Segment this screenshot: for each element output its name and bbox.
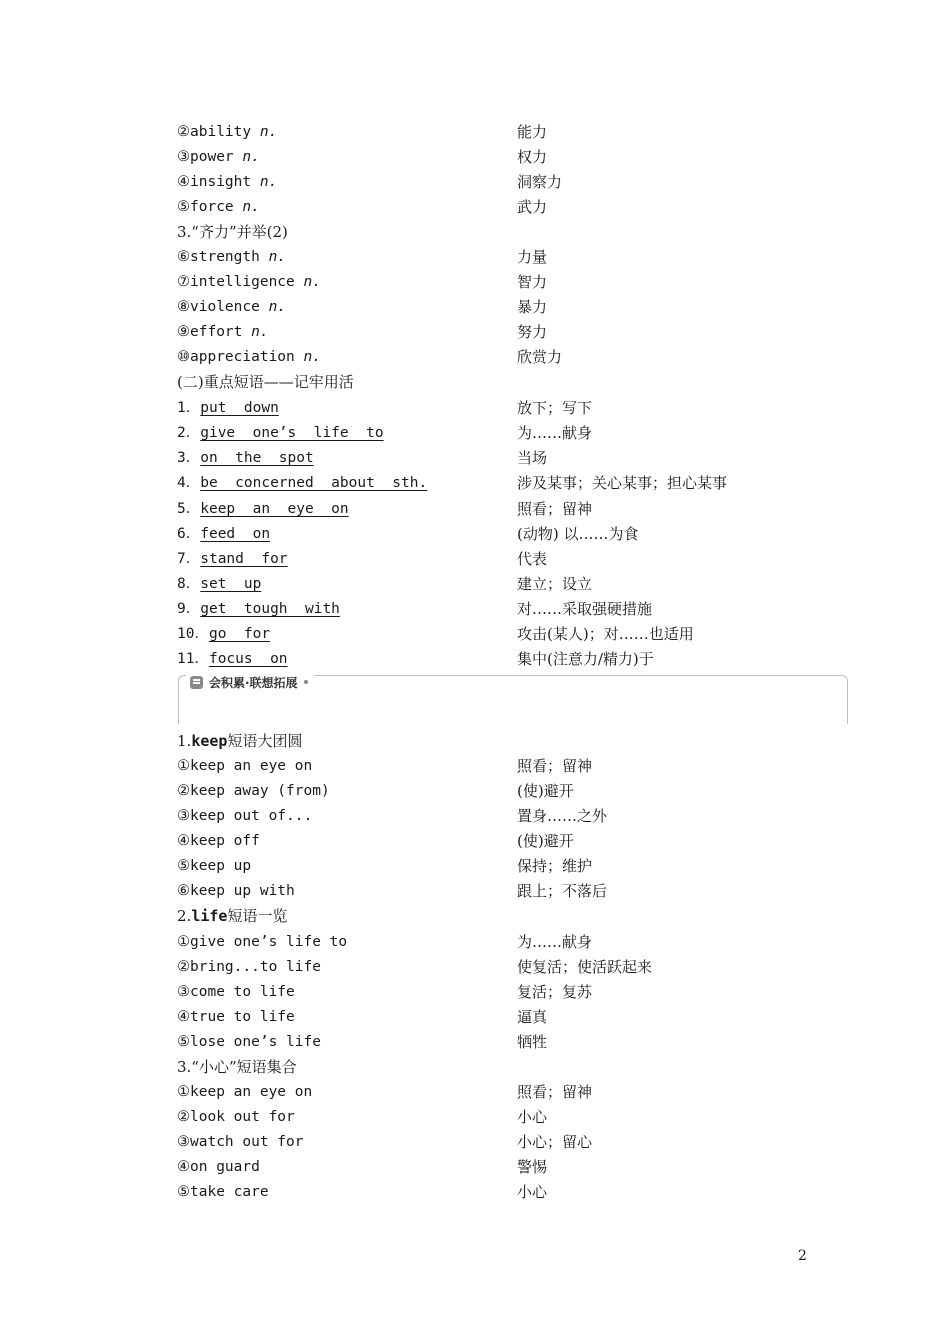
phrase-row: 5．keep an eye on 照看；留神 bbox=[177, 497, 817, 522]
vocab-word: ④insight n. bbox=[177, 174, 278, 190]
vocab-row bbox=[177, 295, 817, 320]
phrase-row: 2．give one’s life to 为……献身 bbox=[177, 421, 817, 446]
vocab-row bbox=[177, 170, 817, 195]
list-item: ③come to life 复活；复苏 bbox=[177, 983, 593, 1001]
list-item: ③watch out for 小心；留心 bbox=[177, 1133, 593, 1151]
vocab-meaning: 能力 bbox=[517, 123, 548, 141]
book-icon bbox=[190, 676, 203, 689]
phrase-meaning: 涉及某事；关心某事；担心某事 bbox=[517, 474, 728, 492]
phrase-text: keep an eye on bbox=[200, 501, 349, 517]
phrase-meaning: 代表 bbox=[517, 550, 548, 568]
list-item: ⑤take care 小心 bbox=[177, 1183, 548, 1201]
phrase-meaning: 对……采取强硬措施 bbox=[517, 600, 653, 618]
vocab-row bbox=[177, 245, 817, 270]
list-item: ⑤lose one’s life 牺牲 bbox=[177, 1033, 548, 1051]
list-item: ②look out for 小心 bbox=[177, 1108, 548, 1126]
phrase-row: 6．feed on (动物) 以……为食 bbox=[177, 522, 817, 547]
phrase-text: be concerned about sth. bbox=[200, 475, 428, 491]
list-item: ①keep an eye on 照看；留神 bbox=[177, 1083, 593, 1101]
vocab-row bbox=[177, 320, 817, 345]
vocab-meaning: 暴力 bbox=[517, 298, 548, 316]
phrase-meaning: 当场 bbox=[517, 449, 548, 467]
list-item: ④true to life 逼真 bbox=[177, 1008, 548, 1026]
list-item: ②bring...to life 使复活；使活跃起来 bbox=[177, 958, 653, 976]
vocab-row bbox=[177, 195, 817, 220]
phrase-row: 7．stand for 代表 bbox=[177, 547, 817, 572]
vocab-row bbox=[177, 345, 817, 370]
vocab-word: ⑨effort n. bbox=[177, 324, 269, 340]
list-item: ④on guard 警惕 bbox=[177, 1158, 548, 1176]
list-item: ⑥keep up with 跟上；不落后 bbox=[177, 882, 608, 900]
group-heading: 1.keep短语大团圆 bbox=[177, 732, 303, 750]
group-heading: 2.life短语一览 bbox=[177, 907, 288, 925]
vocab-word: ⑤force n. bbox=[177, 199, 260, 215]
list-item: ④keep off (使)避开 bbox=[177, 832, 574, 850]
phrase-meaning: 放下；写下 bbox=[517, 399, 593, 417]
list-item: ②keep away (from) (使)避开 bbox=[177, 782, 574, 800]
list-item: ①keep an eye on 照看；留神 bbox=[177, 757, 593, 775]
vocab-word: ⑩appreciation n. bbox=[177, 349, 321, 365]
phrase-row: 10．go for 攻击(某人)；对……也适用 bbox=[177, 622, 817, 647]
phrase-row: 3．on the spot 当场 bbox=[177, 446, 817, 471]
vocab-meaning: 智力 bbox=[517, 273, 548, 291]
dot-icon bbox=[304, 680, 308, 684]
vocab-meaning: 权力 bbox=[517, 148, 548, 166]
vocab-meaning: 欣赏力 bbox=[517, 348, 563, 366]
list-item: ①give one’s life to 为……献身 bbox=[177, 933, 593, 951]
vocab-meaning: 洞察力 bbox=[517, 173, 563, 191]
vocab-word: ③power n. bbox=[177, 149, 260, 165]
list-item: ③keep out of... 置身……之外 bbox=[177, 807, 608, 825]
phrase-meaning: 为……献身 bbox=[517, 424, 593, 442]
phrase-text: give one’s life to bbox=[200, 425, 384, 441]
phrase-text: put down bbox=[200, 400, 279, 416]
vocab-word: ⑦intelligence n. bbox=[177, 274, 321, 290]
phrase-row: 1．put down 放下；写下 bbox=[177, 396, 817, 421]
phrase-meaning: 照看；留神 bbox=[517, 500, 593, 518]
section-banner bbox=[186, 673, 314, 691]
phrase-text: on the spot bbox=[200, 450, 314, 466]
vocab-word: ②ability n. bbox=[177, 124, 278, 140]
vocab-meaning: 力量 bbox=[517, 248, 548, 266]
phrase-meaning: 攻击(某人)；对……也适用 bbox=[517, 625, 694, 643]
vocab-word: ⑥strength n. bbox=[177, 249, 287, 265]
section-heading: 3.“齐力”并举(2) bbox=[177, 223, 288, 241]
phrase-row: 4．be concerned about sth. 涉及某事；关心某事；担心某事 bbox=[177, 471, 817, 496]
vocab-meaning: 武力 bbox=[517, 198, 548, 216]
phrase-text: stand for bbox=[200, 551, 288, 567]
list-item: ⑤keep up 保持；维护 bbox=[177, 857, 593, 875]
vocab-meaning: 努力 bbox=[517, 323, 548, 341]
phrase-text: set up bbox=[200, 576, 262, 592]
phrase-meaning: (动物) 以……为食 bbox=[517, 525, 639, 543]
phrase-row: 11．focus on 集中(注意力/精力)于 bbox=[177, 647, 817, 672]
section-heading: (二)重点短语——记牢用活 bbox=[177, 373, 354, 391]
phrase-text: go for bbox=[208, 626, 271, 642]
vocab-word: ⑧violence n. bbox=[177, 299, 287, 315]
phrase-text: feed on bbox=[200, 526, 271, 542]
phrase-text: get tough with bbox=[200, 601, 340, 617]
phrase-meaning: 集中(注意力/精力)于 bbox=[517, 650, 654, 668]
vocab-row bbox=[177, 120, 817, 145]
phrase-row: 9．get tough with 对……采取强硬措施 bbox=[177, 597, 817, 622]
phrase-text: focus on bbox=[208, 651, 288, 667]
vocab-row bbox=[177, 145, 817, 170]
banner-title: 会积累·联想拓展 bbox=[209, 675, 298, 690]
vocab-row bbox=[177, 270, 817, 295]
group-heading: 3.“小心”短语集合 bbox=[177, 1058, 297, 1076]
page-number: 2 bbox=[798, 1248, 807, 1264]
phrase-row: 8．set up 建立；设立 bbox=[177, 572, 817, 597]
phrase-meaning: 建立；设立 bbox=[517, 575, 593, 593]
